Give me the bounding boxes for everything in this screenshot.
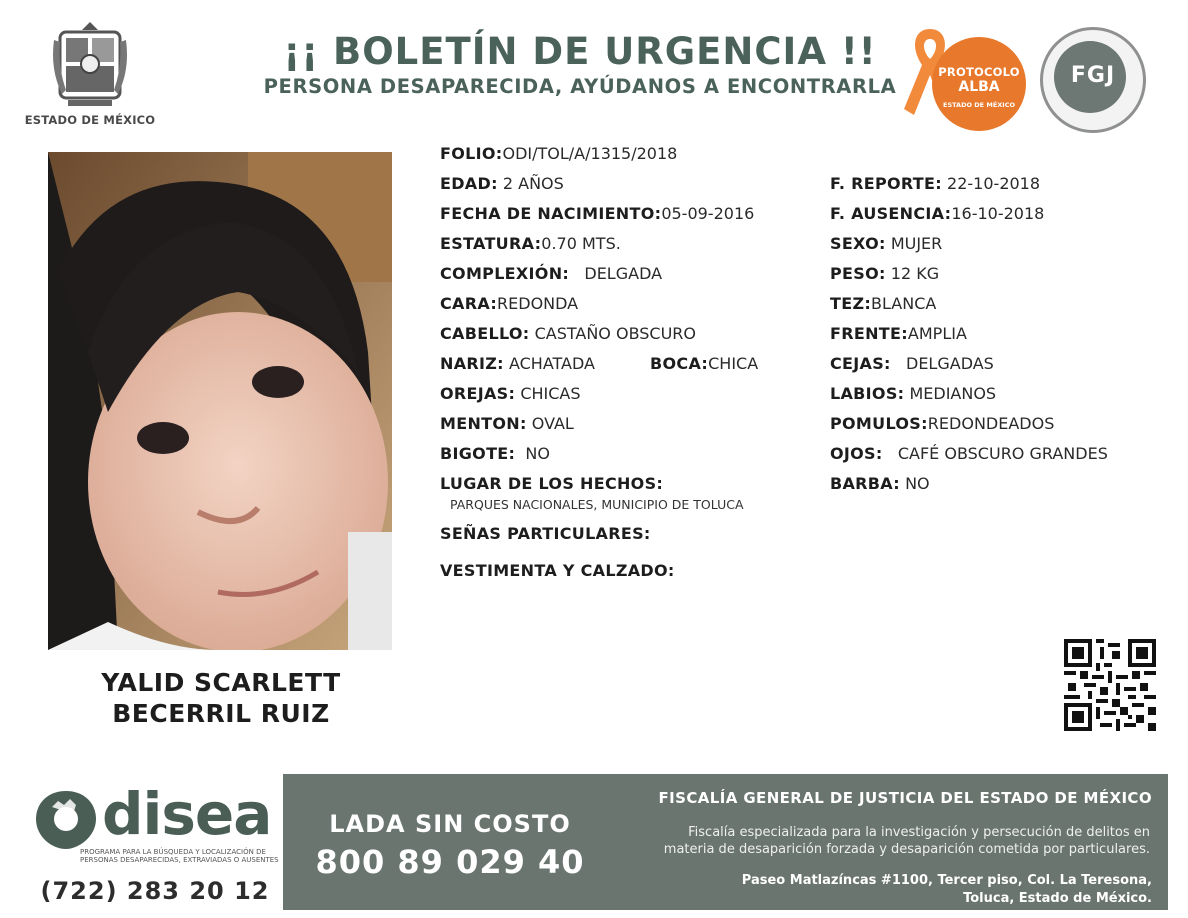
person-name-line1: YALID SCARLETT [101,668,341,697]
field-folio: FOLIO:ODI/TOL/A/1315/2018 [440,144,678,163]
field-lugar-label: LUGAR DE LOS HECHOS: [440,474,664,493]
field-cejas: CEJAS: DELGADAS [830,354,994,373]
field-vestimenta: VESTIMENTA Y CALZADO: [440,561,675,580]
field-frente: FRENTE:AMPLIA [830,324,967,343]
fiscalia-description [600,824,1150,858]
odisea-description: PROGRAMA PARA LA BÚSQUEDA Y LOCALIZACIÓN DE PERSONAS DESAPARECIDAS, EXTRAVIADAS O AUSENTES [80,848,279,864]
field-lugar-value: PARQUES NACIONALES, MUNICIPIO DE TOLUCA [450,497,744,512]
field-boca: BOCA:CHICA [650,354,759,373]
alba-line3: ESTADO DE MÉXICO [943,101,1015,109]
fgj-logo-text: FGJ [1070,63,1116,88]
field-sexo: SEXO: MUJER [830,234,943,253]
lada-sin-costo-label: LADA SIN COSTO [329,810,571,838]
estado-label: ESTADO DE MÉXICO [24,113,156,127]
field-peso: PESO: 12 KG [830,264,940,283]
bulletin-subtitle: PERSONA DESAPARECIDA, AYÚDANOS A ENCONTRARLA [263,75,897,98]
field-menton: MENTON: OVAL [440,414,574,433]
person-name [60,667,382,729]
alba-line2: ALBA [958,79,1000,95]
odisea-wordmark: disea [102,780,272,848]
address-line1: Paseo Matlazíncas #1100, Tercer piso, Col. La Teresona, [741,873,1152,888]
estado-coat-of-arms-icon [50,20,130,108]
protocolo-alba-logo [900,25,1030,131]
qr-code-icon[interactable] [1064,639,1156,731]
field-orejas: OREJAS: CHICAS [440,384,581,403]
fgj-seal-icon [1040,27,1150,135]
field-labios: LABIOS: MEDIANOS [830,384,997,403]
field-fecha-reporte: F. REPORTE: 22-10-2018 [830,174,1041,193]
field-barba: BARBA: NO [830,474,930,493]
field-ojos: OJOS: CAFÉ OBSCURO GRANDES [830,444,1108,463]
state-map-pin-icon [34,789,98,851]
field-pomulos: POMULOS:REDONDEADOS [830,414,1055,433]
field-fecha-ausencia: F. AUSENCIA:16-10-2018 [830,204,1045,223]
fiscalia-title: FISCALÍA GENERAL DE JUSTICIA DEL ESTADO DE MÉXICO [658,789,1152,807]
fiscalia-description-line1: Fiscalía especializada para la investigación y persecución de delitos en [688,825,1150,840]
odisea-logo [30,780,280,875]
field-fecha-nacimiento: FECHA DE NACIMIENTO:05-09-2016 [440,204,755,223]
odisea-phone[interactable]: (722) 283 20 12 [40,877,270,905]
address-line2: Toluca, Estado de México. [963,891,1152,906]
fiscalia-description-line2: materia de desaparición forzada y desaparición cometida por particulares. [663,842,1150,857]
field-bigote: BIGOTE: NO [440,444,550,463]
field-edad: EDAD: 2 AÑOS [440,174,564,193]
person-name-line2: BECERRIL RUIZ [112,699,330,728]
field-estatura: ESTATURA:0.70 MTS. [440,234,621,253]
field-tez: TEZ:BLANCA [830,294,937,313]
field-senas-particulares: SEÑAS PARTICULARES: [440,524,651,543]
toll-free-number[interactable]: 800 89 029 40 [315,843,585,881]
field-nariz: NARIZ: ACHATADA [440,354,595,373]
field-complexion: COMPLEXIÓN: DELGADA [440,264,663,283]
alba-line1: PROTOCOLO [938,65,1020,79]
bulletin-title: ¡¡ BOLETÍN DE URGENCIA !! [283,30,877,73]
fiscalia-address [600,872,1152,908]
field-cara: CARA:REDONDA [440,294,579,313]
field-cabello: CABELLO: CASTAÑO OBSCURO [440,324,697,343]
missing-person-photo [48,152,392,650]
